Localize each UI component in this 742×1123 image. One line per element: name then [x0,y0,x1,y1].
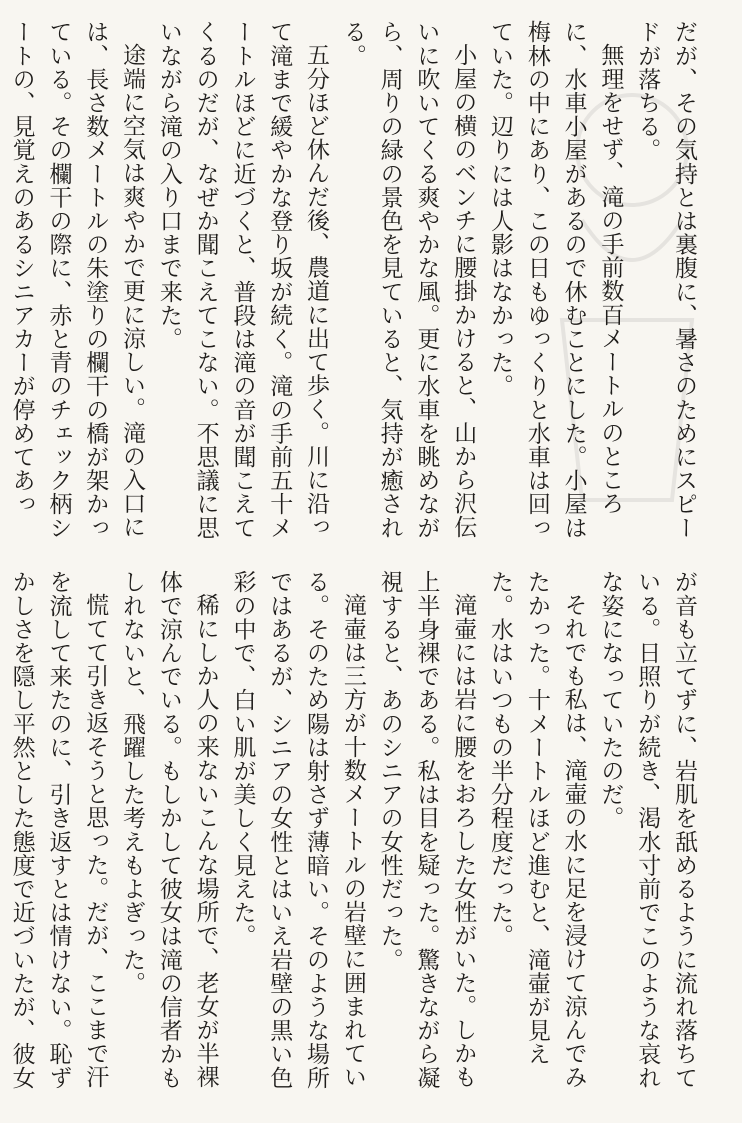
section-divider [30,556,712,557]
top-paragraph-5: 途端に空気は爽やかで更に涼しい。滝の入口には、長さ数メートルの朱塗りの欄干の橋が架かっている。その欄干の際に、赤と青のチェック柄シートの、見覚えのあるシニアカーが停めてあっ [8,20,146,540]
top-text-block [8,20,702,550]
top-paragraph-2: 無理をせず、滝の手前数百メートルのところに、水車小屋があるので休むことにした。小屋は梅林の中にあり、この日もゆっくりと水車は回っていた。辺りには人影はなかった。 [487,20,624,540]
bottom-paragraph-4: 滝壷は三方が十数メートルの岩壁に囲まれている。そのため陽は射さず薄暗い。そのような場所ではあるが、シニアの女性とはいえ岩壁の黒い色彩の中で、白い肌が美しく見えた。 [229,570,366,1090]
bottom-paragraph-3: 滝壷には岩に腰をおろした女性がいた。しかも上半身裸である。私は目を疑った。驚きながら凝視すると、あのシニアの女性だった。 [376,570,477,1090]
bottom-paragraph-1: が音も立てずに、岩肌を舐めるように流れ落ちている。日照りが続き、渇水寸前でこのような哀れな姿になっていたのだ。 [597,570,697,1090]
bottom-text-block [8,570,702,1100]
top-paragraph-1: だが、その気持とは裏腹に、暑さのためにスピードが落ちる。 [634,20,697,540]
bottom-paragraph-2: それでも私は、滝壷の水に足を浸けて涼んでみたかった。十メートルほど進むと、滝壷が見えた。水はいつもの半分程度だった。 [487,570,587,1089]
bottom-paragraph-5: 稀にしか人の来ないこんな場所で、老女が半裸体で涼んでいる。もしかして彼女は滝の信者かもしれないと、飛躍した考えもよぎった。 [119,570,219,1090]
top-paragraph-4: 五分ほど休んだ後、農道に出て歩く。川に沿って滝まで緩やかな登り坂が続く。滝の手前五十メートルほどに近づくと、普段は滝の音が聞こえてくるのだが、なぜか聞こえてこない。不思議に思いながら滝の入り口まで来た。 [155,20,330,540]
top-paragraph-3: 小屋の横のベンチに腰掛かけると、山から沢伝いに吹いてくる爽やかな風。更に水車を眺めながら、周りの緑の景色を見ていると、気持が癒される。 [339,20,477,540]
bottom-paragraph-6: 慌てて引き返そうと思った。だが、ここまで汗を流して来たのに、引き返すとは情けない。恥ずかしさを隠し平然とした態度で近づいたが、彼女 [8,570,109,1090]
